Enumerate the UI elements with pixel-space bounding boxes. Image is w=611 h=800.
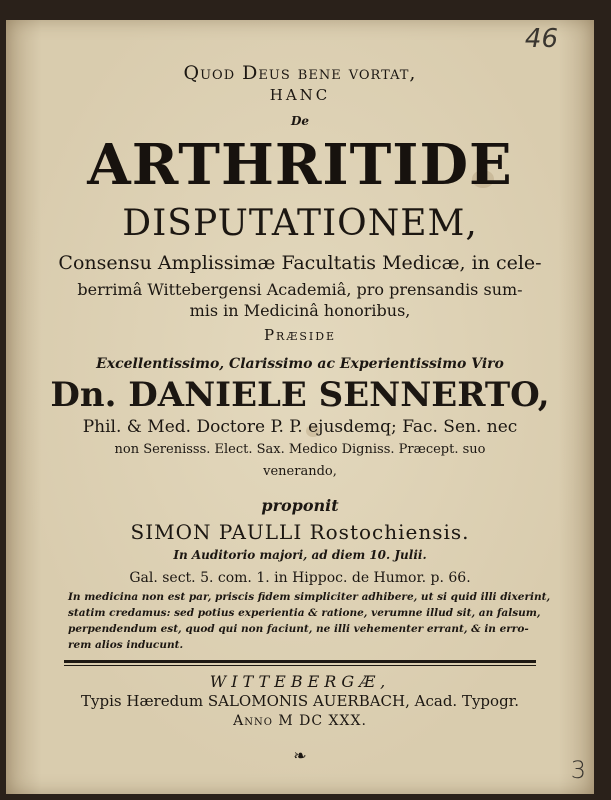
imprint-city: WITTEBERGÆ, xyxy=(209,672,391,691)
citation: Gal. sect. 5. com. 1. in Hippoc. de Humor. p. 66. xyxy=(129,570,471,586)
hanc-line: HANC xyxy=(269,86,331,104)
ornament-icon: ❧ xyxy=(293,746,307,765)
divider-thick xyxy=(64,660,536,663)
quote-line-1: In medicina non est par, priscis fidem simpliciter adhibere, ut si quid illi dixerint, xyxy=(68,591,551,603)
consensus-line-3: mis in Medicinâ honoribus, xyxy=(189,301,411,320)
imprint-year: Anno M DC XXX. xyxy=(233,713,367,729)
corner-mark: 3 xyxy=(570,756,586,784)
de-line: De xyxy=(290,114,310,128)
invocation-line: Quod Deus bene vortat, xyxy=(183,62,417,84)
folio-number: 46 xyxy=(524,24,558,54)
consensus-line-2: berrimâ Wittebergensi Academiâ, pro prensandis sum- xyxy=(77,280,523,299)
page-title: ARTHRITIDE xyxy=(87,132,513,198)
consensus-line-1: Consensu Amplissimæ Facultatis Medicæ, in cele- xyxy=(58,252,542,274)
quote-line-4: rem alios inducunt. xyxy=(68,639,184,651)
venue-date: In Auditorio majori, ad diem 10. Julii. xyxy=(173,548,427,562)
praeside-heading: Præside xyxy=(263,326,337,344)
quote-line-3: perpendendum est, quod qui non faciunt, ne illi vehementer errant, & in erro- xyxy=(68,623,529,635)
praeses-epithets: Excellentissimo, Clarissimo ac Experientissimo Viro xyxy=(96,356,504,372)
praeses-name: Dn. DANIELE SENNERTO, xyxy=(50,375,550,415)
respondent-name: SIMON PAULLI Rostochiensis. xyxy=(130,520,470,544)
quote-line-2: statim credamus: sed potius experientia & ratione, verumne illud sit, an falsum, xyxy=(68,607,541,619)
title-page xyxy=(6,20,594,794)
divider-thin xyxy=(64,665,536,666)
proponit-line: proponit xyxy=(261,496,339,515)
imprint-printer: Typis Hæredum SALOMONIS AUERBACH, Acad. Typogr. xyxy=(81,692,519,710)
praeses-titles-line-3: venerando, xyxy=(263,464,337,479)
praeses-titles-line-1: Phil. & Med. Doctore P. P. ejusdemq; Fac. Sen. nec xyxy=(82,417,518,437)
page-subtitle: DISPUTATIONEM, xyxy=(122,203,478,244)
praeses-titles-line-2: non Serenisss. Elect. Sax. Medico Digniss. Præcept. suo xyxy=(114,442,486,457)
